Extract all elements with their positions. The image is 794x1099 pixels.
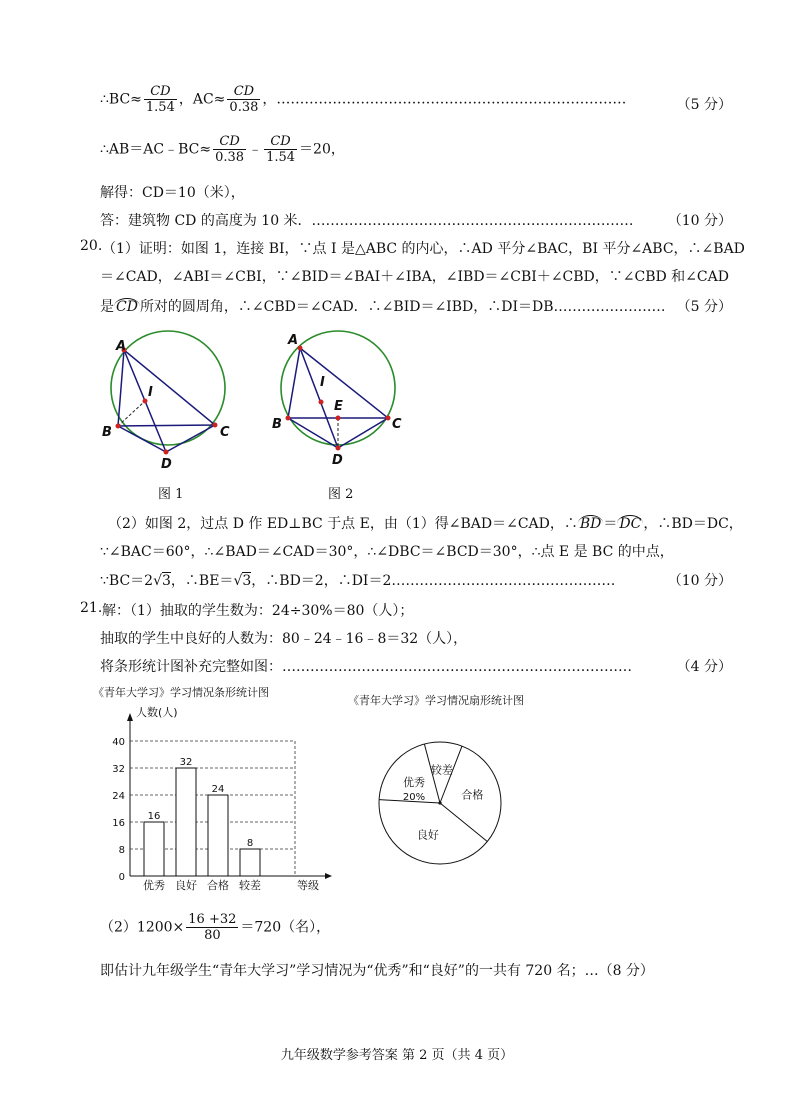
label-c: C [220,425,230,440]
bar-value-label: 32 [179,757,193,768]
fraction: $\frac{CD}{1.54}$ [145,84,175,115]
pie-slice-label: 优秀 [402,775,425,789]
arc-bd: BD [579,516,602,532]
fraction: $\frac{CD}{0.38}$ [229,84,259,115]
arc-cd: CD [116,299,138,315]
q20-part2-line-1: （2）如图 2，过点 D 作 ED⊥BC 于点 E，由（1）得∠BAD＝∠CAD，∴ BD ＝ DC ，∴BD＝DC， [108,516,743,532]
bar-value-label: 24 [211,784,225,795]
label-i: I [148,385,153,400]
y-tick-label: 0 [118,872,125,883]
label-e: E [334,399,343,414]
label-i: I [320,375,325,390]
q21-conclusion: 即估计九年级学生“青年大学习”学习情况为“优秀”和“良好”的一共有 720 名；…（8 分） [100,963,654,979]
question-20-number: 20. [80,238,103,254]
q20-part2-line-2: ∵∠BAC＝60°，∴∠BAD＝∠CAD＝30°，∴∠DBC＝∠BCD＝30°，∴点 E 是 BC 的中点， [100,544,674,560]
label-c: C [392,417,402,432]
bar-chart [90,682,350,892]
x-tick-label: 合格 [207,879,229,892]
score-4: （4 分） [676,659,732,675]
q21-line-1: 解：（1）抽取的学生数为：24÷30%＝80（人）； [102,603,414,619]
fraction: $\frac{16 +32}{80}$ [188,912,237,943]
bar-value-label: 8 [246,838,254,849]
q21-line-2: 抽取的学生中良好的人数为：80﹣24﹣16﹣8＝32（人）， [100,631,468,647]
bar-chart-title: 《青年大学习》学习情况条形统计图 [93,686,269,699]
bar [240,849,260,876]
page-footer: 九年级数学参考答案 第 2 页（共 4 页） [280,1048,514,1063]
pie-slice-label: 合格 [461,788,484,802]
figure-1-caption: 图 1 [158,487,184,502]
score-5: （5 分） [676,97,732,113]
label-a: A [288,333,299,348]
x-axis-arrow [325,873,332,879]
solution-line-2: ∴AB＝AC﹣BC≈ $\frac{CD}{0.38}$ ﹣ $\frac{CD}{1.54}$ ＝20， [100,134,345,165]
score-10: （10 分） [667,573,732,589]
question-21-number: 21. [80,600,103,616]
score-10: （10 分） [667,213,732,229]
y-tick-label: 16 [112,818,125,829]
q20-part2-line-3: ∵BC＝2√3，∴BE＝√3，∴BD＝2，∴DI＝2………………………………………… [100,573,616,589]
figure-2-caption: 图 2 [328,487,354,502]
solution-line-1: ∴BC≈ $\frac{CD}{1.54}$ ，AC≈ $\frac{CD}{0.38}$ ，………………………………………………………………… [100,84,627,115]
y-tick-label: 32 [112,764,125,775]
q21-part2: （2）1200× $\frac{16 +32}{80}$ ＝720（名）， [100,912,331,943]
pie-chart-title: 《青年大学习》学习情况扇形统计图 [348,694,524,707]
y-tick-label: 40 [112,737,125,748]
bar-chart-xlabel: 等级 [297,879,319,892]
fraction: $\frac{CD}{1.54}$ [266,134,296,165]
bar [144,822,164,876]
x-tick-label: 优秀 [143,879,165,892]
bar-value-label: 16 [147,811,161,822]
pie-slice-label: 较差 [430,763,453,777]
sqrt-3: √3 [233,573,252,589]
geometry-figure-1 [98,330,238,470]
solution-line-4: 答：建筑物 CD 的高度为 10 米．…………………………………………………………… [100,213,634,229]
y-tick-label: 24 [112,791,125,802]
q20-line-1: （1）证明：如图 1，连接 BI，∵点 I 是△ABC 的内心，∴AD 平分∠BAC，BI 平分∠ABC，∴∠BAD [102,241,745,257]
label-d: D [332,453,343,468]
label-a: A [116,339,127,354]
bar [176,768,196,876]
pie-center [438,801,441,804]
y-axis-arrow [127,713,133,721]
fraction: $\frac{CD}{0.38}$ [215,134,245,165]
solution-line-3: 解得：CD＝10（米）， [100,185,245,201]
bar [208,795,228,876]
bar-chart-ylabel: 人数(人) [136,706,178,719]
q21-line-3: 将条形统计图补充完整如图：………………………………………………………………… [100,659,632,675]
q20-line-3: 是 CD 所对的圆周角，∴∠CBD＝∠CAD．∴∠BID＝∠IBD，∴DI＝DB…………………… [100,299,666,315]
pie-percent-label: 20% [402,791,426,803]
x-tick-label: 良好 [175,879,197,892]
geometry-figure-2 [270,330,410,470]
x-tick-label: 较差 [239,879,261,892]
label-b: B [272,417,282,432]
pie-chart [340,690,540,890]
q20-line-2: ＝∠CAD，∠ABI＝∠CBI，∵∠BID＝∠BAI＋∠IBA，∠IBD＝∠CBI＋∠CBD，∵∠CBD 和∠CAD [100,269,729,285]
label-b: B [102,425,112,440]
y-tick-label: 8 [118,845,125,856]
score-5: （5 分） [676,299,732,315]
pie-slice-label: 良好 [416,828,439,842]
sqrt-3: √3 [153,573,171,589]
label-d: D [161,457,172,470]
arc-dc: DC [619,516,642,532]
